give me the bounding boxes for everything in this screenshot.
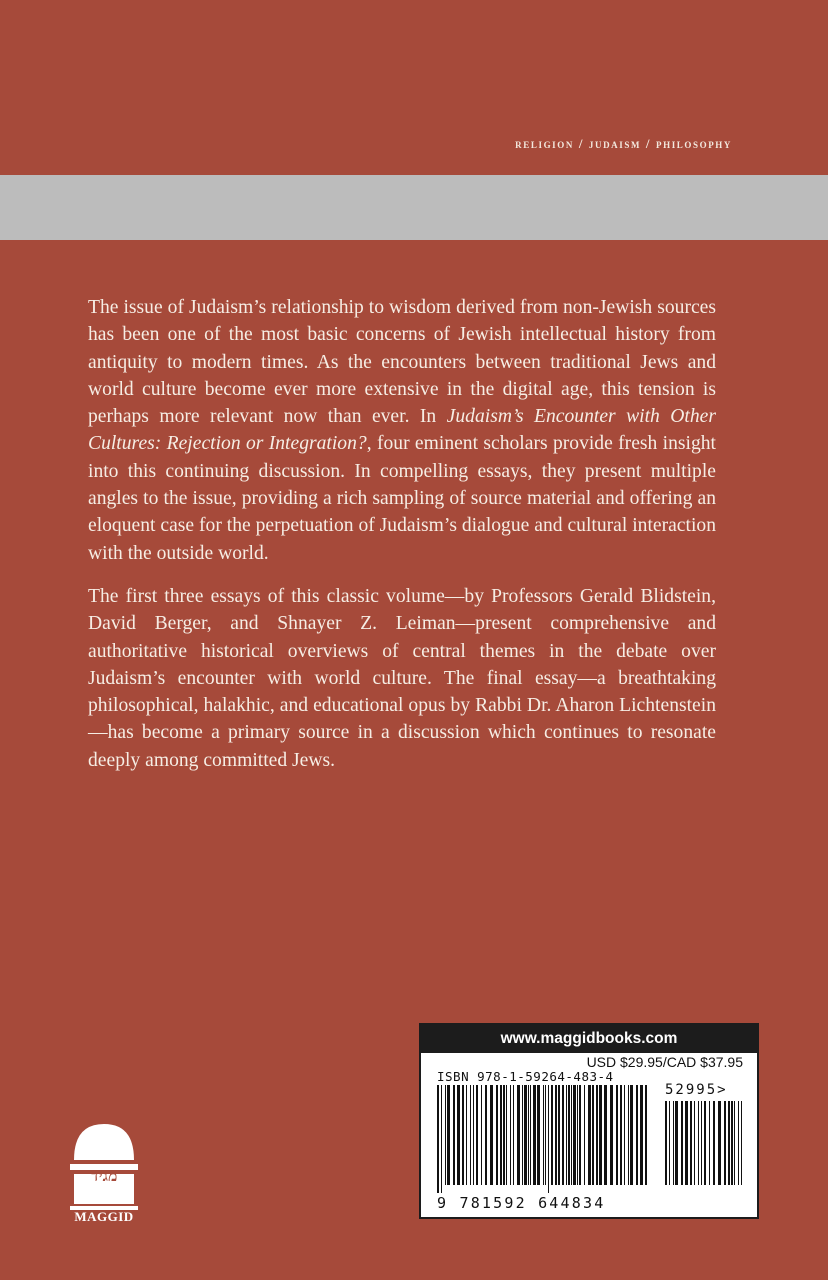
barcode-bar [462,1085,464,1185]
website-label: www.maggidbooks.com [421,1025,757,1053]
barcode-bar [490,1085,493,1185]
barcode-bar [522,1085,523,1185]
barcode-bar [503,1085,505,1185]
barcode-bar [573,1085,576,1185]
barcode-bar [485,1085,487,1185]
barcode-bar [545,1085,546,1185]
barcode-bar [524,1085,527,1185]
barcode-bar [513,1085,514,1185]
barcode-bar [543,1085,544,1185]
barcode-bar [510,1085,511,1185]
barcode-bar [528,1085,529,1185]
blurb-p1-start: The issue of Judaism’s relationship to wisdom derived from non-Jewish sources has been one of the most basic concerns of Jewish intellectual history from antiquity to modern times. As the encounters between traditional Jews and world culture become ever more extensive in the digital age, this tension is perhaps more relevant now than ever. In [88,297,716,428]
barcode-bar [555,1085,557,1185]
barcode-bar [724,1101,726,1185]
barcode-bar [441,1085,442,1193]
barcode-bar [624,1085,625,1185]
barcode-bar [713,1101,715,1185]
barcode-bar [694,1101,695,1185]
blurb [88,294,716,790]
price-label: USD $29.95/CAD $37.95 [586,1054,743,1070]
barcode-bar [734,1101,735,1185]
barcode-bar [731,1101,733,1185]
barcode-bar [548,1085,549,1193]
barcode-bar [669,1101,670,1185]
barcode-box [419,1023,759,1219]
isbn-label: ISBN 978-1-59264-483-4 [437,1069,614,1084]
barcode-bar [673,1101,674,1185]
barcode-bar [571,1085,572,1185]
blurb-paragraph-2: The first three essays of this classic volume—by Professors Gerald Blidstein, David Berger, and Shnayer Z. Leiman—present comprehensive and authoritative historical overviews of central themes in the debate over Judaism’s encounter with world culture. The final essay—a breathtaking philosophical, halakhic, and educational opus by Rabbi Dr. Aharon Lichtenstein—has become a primary source in a discussion which continues to resonate deeply among committed Jews. [88,585,716,771]
barcode-bar [537,1085,540,1185]
barcode-bar [738,1101,739,1185]
barcode-bar [579,1085,581,1185]
barcode-bar [457,1085,460,1185]
addon-number: 52995> [665,1082,728,1098]
barcode-bar [665,1101,667,1185]
barcode-bar [476,1085,478,1185]
barcode-bar [577,1085,578,1185]
barcode-bar [636,1085,638,1185]
barcode-bar [496,1085,498,1185]
barcode-bar [628,1085,629,1185]
barcode-bar [506,1085,507,1185]
barcode-bar [701,1101,702,1185]
barcode-bar [718,1101,721,1185]
barcode-bar [690,1101,692,1185]
barcode-bar [704,1101,706,1185]
barcode-bar [500,1085,502,1185]
barcode-bar [558,1085,560,1185]
publisher-name: MAGGID [74,1209,134,1224]
barcode-bar [675,1101,678,1185]
blurb-p1-end: , four eminent scholars provide fresh insight into this continuing discussion. In compelling essays, they present multiple angles to the issue, providing a rich sampling of source material and offering an eloquent case for the perpetuation of Judaism’s dialogue and cultural interaction with the outside world. [88,433,717,564]
barcode-bar [604,1085,607,1185]
barcode-bar [466,1085,467,1185]
ean-barcode [437,1085,649,1193]
barcode-bar [517,1085,520,1185]
barcode-bar [685,1101,688,1185]
barcode-bar [551,1085,553,1185]
barcode-bar [447,1085,450,1185]
ean-number: 9 781592 644834 [437,1194,606,1212]
barcode-bar [640,1085,643,1185]
gray-band [0,175,828,240]
barcode-bar [566,1085,567,1185]
barcode-bar [481,1085,482,1185]
barcode-bar [630,1085,633,1185]
barcode-bar [437,1085,439,1193]
barcode-bar [698,1101,699,1185]
logo-hebrew: מגיד [90,1166,118,1185]
barcode-bar [610,1085,613,1185]
barcode-bar [562,1085,564,1185]
category-label: religion / judaism / philosophy [515,136,732,151]
barcode-bar [568,1085,570,1185]
barcode-bar [709,1101,710,1185]
blurb-paragraph-1 [88,294,716,567]
barcode-bar [588,1085,591,1185]
barcode-bar [596,1085,598,1185]
barcode-bar [453,1085,455,1185]
barcode-bar [741,1101,742,1185]
barcode-bar [592,1085,594,1185]
barcode-bar [473,1085,474,1185]
barcode-bar [584,1085,585,1185]
barcode-bar [530,1085,531,1185]
barcode-bar [728,1101,730,1185]
addon-barcode [665,1101,743,1193]
barcode-bar [470,1085,471,1185]
barcode-bar [616,1085,618,1185]
barcode-bar [533,1085,536,1185]
barcode-bar [681,1101,683,1185]
book-title: Judaism’s Encounter with Other Cultures: Rejection or Integration? [88,406,716,455]
barcode-bar [445,1085,446,1185]
barcode-bar [599,1085,602,1185]
barcode-bar [645,1085,647,1185]
barcode-bar [620,1085,622,1185]
